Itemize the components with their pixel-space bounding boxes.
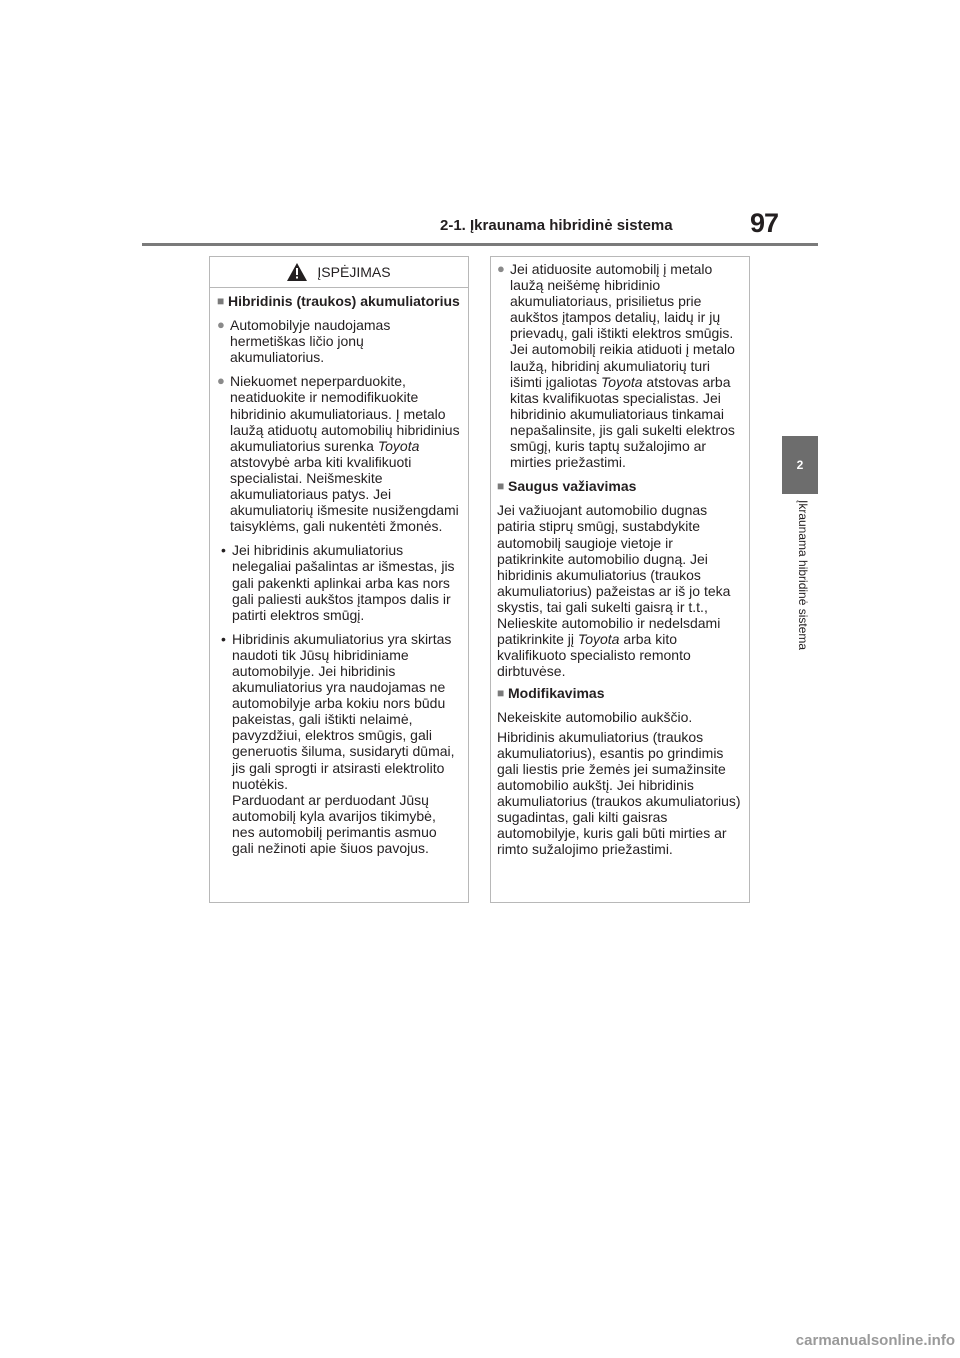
warning-triangle-icon: [287, 263, 307, 281]
dot-bullet-icon: •: [221, 542, 226, 559]
paragraph: Hibridinis akumuliatorius (traukos akumuliatorius), esantis po grindimis gali liestis prie žemės jei sumažinsite automobilio aukštį. Jei hibridinis akumuliatorius (traukos akumuliatorius) sugadintas, gali kilti gaisras automobilyje, kuris gali būti mirties ar rimto sužalojimo priežastimi.: [497, 728, 741, 858]
heading-text: Saugus važiavimas: [508, 478, 637, 495]
circle-bullet-icon: ●: [217, 373, 225, 389]
square-bullet-icon: ■: [497, 479, 505, 494]
warning-box-continued: [490, 256, 750, 903]
paragraph: Jei važiuojant automobilio dugnas patiria stiprų smūgį, sustabdykite automobilį saugioje vietoje ir patikrinkite automobilio dugną. Jei hibridinis akumuliatorius (traukos akumuliatorius) pažeistas ar iš jo teka skystis, tai gali sukelti gaisrą ir t.t., Nelieskite automobilio ir nedelsdami patikrinkite jį Toyota arba kito kvalifikuoto specialisto remonto dirbtuvėse.: [497, 502, 731, 680]
brand-name: Toyota: [577, 631, 620, 648]
heading-modification: [497, 685, 741, 701]
section-title: 2-1. Įkraunama hibridinė sistema: [440, 217, 673, 234]
square-bullet-icon: ■: [497, 686, 505, 701]
heading-safe-driving: [497, 478, 741, 494]
page-number: 97: [749, 208, 778, 238]
warning-body: [210, 288, 468, 856]
header-divider: [142, 243, 818, 246]
dot-bullet-icon: •: [221, 630, 226, 647]
bullet-item: [217, 373, 460, 534]
heading-text: Modifikavimas: [508, 685, 605, 702]
warning-title: ĮSPĖJIMAS: [317, 263, 391, 280]
bullet-text: Jei atiduosite automobilį į metalo laužą neišėmę hibridinio akumuliatoriaus, prisilietus prie aukštos įtampos detalių, laidų ir jų prievadų, gali ištikti elektros smūgis. Jei automobilį reikia atiduoti į metalo laužą, hibridinį akumuliatorių turi išimti įgaliotas Toyota atstovas arba kitas kvalifikuotas specialistas. Jei hibridinio akumuliatoriaus tinkamai nepašalinsite, jis gali sukelti elektros smūgį, kuris taptų sužalojimo ar mirties priežastimi.: [510, 261, 735, 471]
sub-item: [217, 542, 460, 622]
brand-name: Toyota: [377, 437, 420, 454]
bullet-item: [497, 261, 741, 470]
bullet-text: Niekuomet neperparduokite, neatiduokite ir nemodifikuokite hibridinio akumuliatoriaus. Į metalo laužą atiduotų automobilių hibridinius akumuliatorius surenka Toyota atstovybė arba kiti kvalifikuoti specialistai. Neišmeskite akumuliatoriaus patys. Jei akumuliatorių išmesite nusižengdami taisyklėms, gali nukentėti žmonės.: [230, 373, 460, 535]
circle-bullet-icon: ●: [497, 261, 505, 276]
heading-hybrid-battery: [217, 293, 460, 309]
sub-text: Jei hibridinis akumuliatorius nelegaliai pašalintas ar išmestas, jis gali pakenkti aplinkai arba kas nors gali paliesti aukštos įtampos dalis ir patirti elektros smūgį.: [232, 542, 455, 623]
sub-text: Hibridinis akumuliatorius yra skirtas naudoti tik Jūsų hibridiniame automobilyje. Jei hibridinis akumuliatorius yra naudojamas ne automobilyje arba kokiu nors būdu pakeistas, gali ištikti nelaimė, pavyzdžiui, elektros smūgis, gali generuotis šiluma, susidaryti dūmai, jis gali sprogti ir atsirasti elektrolito nuotėkis. Parduodant ar perduodant Jūsų automobilį kyla avarijos tikimybė, nes automobilį perimantis asmuo gali nežinoti apie šiuos pavojus.: [232, 630, 455, 856]
bullet-text: Automobilyje naudojamas hermetiškas ličio jonų akumuliatorius.: [230, 317, 391, 366]
heading-text: Hibridinis (traukos) akumuliatorius: [228, 293, 460, 309]
brand-name: Toyota: [601, 373, 643, 390]
chapter-number: 2: [796, 458, 804, 472]
paragraph: Nekeiskite automobilio aukščio.: [497, 709, 693, 726]
square-bullet-icon: ■: [217, 294, 225, 308]
chapter-tab: [782, 436, 818, 494]
circle-bullet-icon: ●: [217, 317, 225, 333]
sub-item: [217, 631, 460, 856]
warning-box: [209, 256, 469, 903]
bullet-item: [217, 317, 460, 365]
warning-header: [210, 257, 468, 288]
watermark: carmanualsonline.info: [795, 1332, 955, 1349]
chapter-title-vertical: Įkraunama hibridinė sistema: [796, 500, 810, 651]
